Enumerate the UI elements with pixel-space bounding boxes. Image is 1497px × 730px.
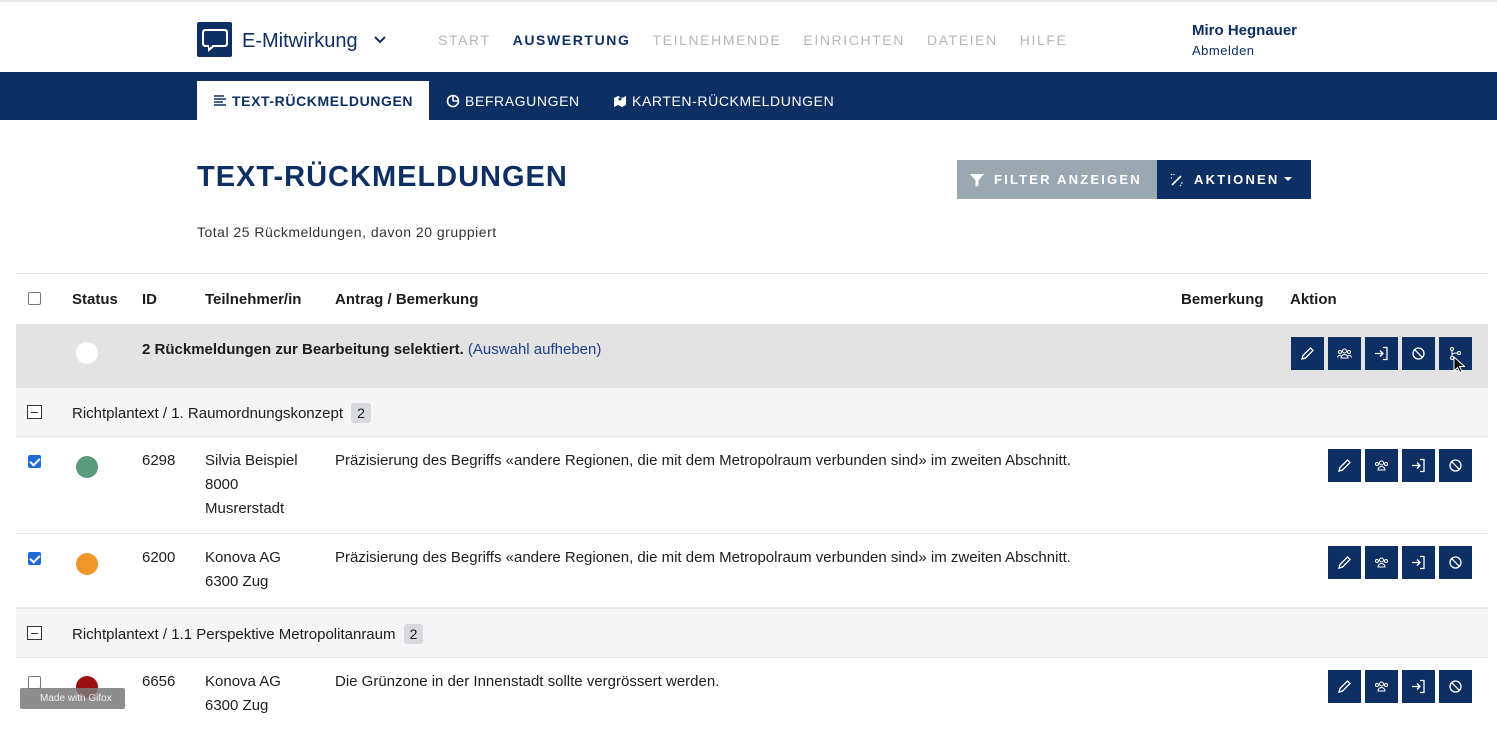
row-checkbox[interactable]	[28, 455, 41, 468]
reject-button[interactable]	[1439, 449, 1472, 482]
participant-city: 6300 Zug	[205, 573, 269, 590]
map-icon	[613, 94, 627, 108]
list-icon	[213, 94, 227, 108]
sub-nav	[0, 72, 1497, 120]
edit-button[interactable]	[1328, 449, 1361, 482]
participant-name: Silvia Beispiel	[205, 452, 298, 469]
sign-in-icon	[1374, 346, 1389, 361]
mouse-cursor-icon	[1453, 356, 1465, 374]
participant-city: Musrerstadt	[205, 500, 285, 517]
row-action-group	[1324, 546, 1472, 579]
actions-button-label: AKTIONEN	[1194, 172, 1280, 187]
group-count-badge: 2	[404, 624, 424, 644]
row-id: 6298	[142, 452, 176, 469]
ban-icon	[1448, 679, 1463, 694]
edit-button[interactable]	[1291, 337, 1324, 370]
tab-karten-rueckmeldungen[interactable]	[613, 81, 834, 120]
pencil-icon	[1337, 679, 1352, 694]
selection-info	[142, 341, 601, 358]
tab-label: BEFRAGUNGEN	[465, 92, 580, 109]
request-text: Die Grünzone in der Innenstadt sollte vergrössert werden.	[335, 673, 720, 690]
assign-button[interactable]	[1365, 337, 1398, 370]
table-row	[16, 534, 1488, 608]
assign-button[interactable]	[1402, 670, 1435, 703]
group-label	[72, 624, 423, 644]
header-status[interactable]: Status	[72, 291, 118, 308]
header-participant[interactable]: Teilnehmer/in	[205, 291, 302, 308]
status-dot	[76, 342, 98, 364]
users-icon	[1374, 458, 1389, 473]
ban-icon	[1411, 346, 1426, 361]
table-row	[16, 437, 1488, 534]
nav-teilnehmende[interactable]: TEILNEHMENDE	[652, 32, 782, 48]
header-action: Aktion	[1290, 291, 1337, 308]
row-action-group	[1324, 670, 1472, 703]
watermark: Made with Gifox	[20, 688, 125, 709]
group-button[interactable]	[1328, 337, 1361, 370]
tab-label: KARTEN-RÜCKMELDUNGEN	[632, 92, 835, 109]
tab-label: TEXT-RÜCKMELDUNGEN	[232, 92, 414, 109]
participant-zip: 8000	[205, 476, 239, 493]
filter-icon	[969, 172, 985, 188]
request-text: Präzisierung des Begriffs «andere Regionen, die mit dem Metropolraum verbunden sind» im zweiten Abschnitt.	[335, 549, 1071, 566]
tab-befragungen[interactable]	[446, 81, 580, 120]
chevron-down-icon[interactable]	[372, 32, 388, 48]
nav-hilfe[interactable]: HILFE	[1019, 32, 1068, 48]
reject-button[interactable]	[1439, 670, 1472, 703]
table-header	[16, 273, 1488, 324]
reject-button[interactable]	[1402, 337, 1435, 370]
header-remark[interactable]: Bemerkung	[1181, 291, 1264, 308]
assign-button[interactable]	[1402, 546, 1435, 579]
tab-text-rueckmeldungen[interactable]	[197, 81, 429, 120]
pencil-icon	[1337, 555, 1352, 570]
participant-name: Konova AG	[205, 673, 281, 690]
users-icon	[1374, 555, 1389, 570]
ban-icon	[1448, 458, 1463, 473]
pie-chart-icon	[446, 94, 460, 108]
bulk-action-group	[1287, 337, 1472, 370]
caret-down-icon	[1284, 177, 1292, 181]
participant-city: 6300 Zug	[205, 697, 269, 714]
nav-auswertung[interactable]: AUSWERTUNG	[512, 32, 631, 48]
group-button[interactable]	[1365, 449, 1398, 482]
group-header	[16, 387, 1488, 437]
selection-row	[16, 324, 1488, 387]
participant-name: Konova AG	[205, 549, 281, 566]
main-nav	[438, 32, 1089, 48]
row-id: 6200	[142, 549, 176, 566]
group-label	[72, 403, 371, 423]
row-checkbox[interactable]	[28, 552, 41, 565]
nav-start[interactable]: START	[438, 32, 491, 48]
status-dot	[76, 553, 98, 575]
page-title: TEXT-RÜCKMELDUNGEN	[197, 161, 568, 193]
assign-button[interactable]	[1402, 449, 1435, 482]
group-button[interactable]	[1365, 670, 1398, 703]
summary-text: Total 25 Rückmeldungen, davon 20 gruppiert	[197, 224, 497, 240]
nav-einrichten[interactable]: EINRICHTEN	[803, 32, 905, 48]
header-request[interactable]: Antrag / Bemerkung	[335, 291, 479, 308]
top-bar	[0, 0, 1497, 72]
edit-button[interactable]	[1328, 546, 1361, 579]
participant-cell	[205, 546, 281, 594]
users-icon	[1374, 679, 1389, 694]
clear-selection-link[interactable]: (Auswahl aufheben)	[467, 341, 602, 358]
select-all-checkbox[interactable]	[28, 292, 41, 305]
sign-in-icon	[1411, 555, 1426, 570]
app-switcher[interactable]: E-Mitwirkung	[242, 30, 358, 52]
group-header	[16, 608, 1488, 658]
group-button[interactable]	[1365, 546, 1398, 579]
ban-icon	[1448, 555, 1463, 570]
actions-button[interactable]	[1157, 160, 1311, 199]
pencil-icon	[1337, 458, 1352, 473]
table-row	[16, 658, 1488, 730]
group-title: Richtplantext / 1. Raumordnungskonzept	[72, 405, 343, 422]
magic-wand-icon	[1169, 172, 1185, 188]
participant-cell	[205, 670, 281, 718]
selection-count-text: 2 Rückmeldungen zur Bearbeitung selektiert.	[142, 341, 464, 358]
participant-cell	[205, 449, 298, 521]
edit-button[interactable]	[1328, 670, 1361, 703]
logout-link[interactable]: Abmelden	[1192, 43, 1255, 58]
collapse-icon[interactable]	[27, 405, 42, 419]
pencil-icon	[1300, 346, 1315, 361]
sign-in-icon	[1411, 458, 1426, 473]
group-count-badge: 2	[351, 403, 371, 423]
status-dot	[76, 456, 98, 478]
sign-in-icon	[1411, 679, 1426, 694]
filter-button-label: FILTER ANZEIGEN	[994, 172, 1142, 187]
reject-button[interactable]	[1439, 546, 1472, 579]
row-action-group	[1324, 449, 1472, 482]
header-id[interactable]: ID	[142, 291, 157, 308]
row-id: 6656	[142, 673, 176, 690]
request-text: Präzisierung des Begriffs «andere Regionen, die mit dem Metropolraum verbunden sind» im zweiten Abschnitt.	[335, 452, 1071, 469]
filter-button[interactable]	[957, 160, 1157, 199]
collapse-icon[interactable]	[27, 626, 42, 640]
group-title: Richtplantext / 1.1 Perspektive Metropolitanraum	[72, 626, 396, 643]
users-icon	[1337, 346, 1352, 361]
nav-dateien[interactable]: DATEIEN	[926, 32, 998, 48]
user-name: Miro Hegnauer	[1192, 22, 1298, 39]
app-logo-icon[interactable]	[197, 22, 232, 57]
